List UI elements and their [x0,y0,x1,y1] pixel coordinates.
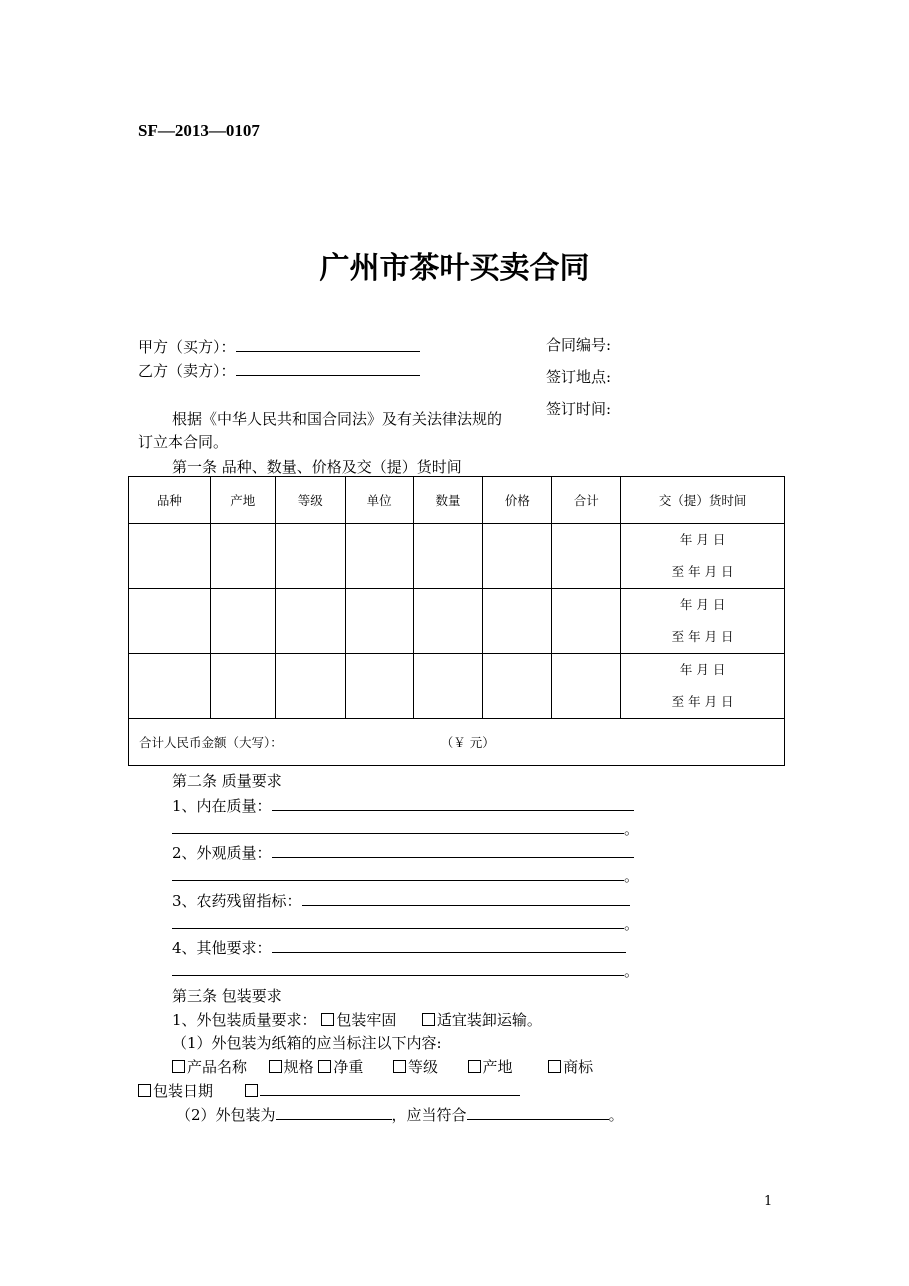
article-3-heading: 第三条 包装要求 [172,987,282,1005]
packaging-sub-1: （1）外包装为纸箱的应当标注以下内容: [172,1034,442,1052]
sign-time-label: 签订时间: [546,400,612,418]
cell-unit[interactable] [345,589,413,654]
quality-item-3 [172,890,630,911]
quality-item-4 [172,937,626,958]
cell-unit[interactable] [345,654,413,719]
end-mark: 。 [608,1106,624,1124]
header-delivery-time: 交（提）货时间 [621,477,785,524]
quality-item-label: 2、外观质量： [172,844,272,862]
cell-subtotal[interactable] [552,589,621,654]
checkbox[interactable] [422,1013,435,1026]
checkbox[interactable] [138,1084,151,1097]
cell-quantity[interactable] [413,524,483,589]
document-code: SF—2013—0107 [138,121,260,140]
header-grade: 等级 [275,477,345,524]
packaging-quality-label: 1、外包装质量要求： [172,1011,317,1029]
checkbox[interactable] [318,1060,331,1073]
checkbox[interactable] [172,1060,185,1073]
cell-subtotal[interactable] [552,654,621,719]
pack-date-line [138,1080,520,1101]
total-yuan: （￥ 元） [440,735,495,750]
intro-line-2: 订立本合同。 [138,433,229,451]
cell-variety[interactable] [129,589,211,654]
delivery-from: 年 月 日 [679,597,726,612]
cell-variety[interactable] [129,654,211,719]
article-2-heading: 第二条 质量要求 [172,772,282,790]
standard-blank[interactable] [467,1105,609,1120]
option-origin: 产地 [482,1058,513,1076]
total-amount-label: 合计人民币金额（大写）： [139,735,283,750]
packaging-sub-2 [176,1104,624,1125]
option-firm: 包装牢固 [336,1011,397,1029]
quality-item-2 [172,842,634,863]
quality-blank[interactable] [272,938,626,953]
delivery-to: 至 年 月 日 [671,564,734,579]
intro-line-1: 根据《中华人民共和国合同法》及有关法律法规的 [172,410,503,428]
header-origin: 产地 [210,477,275,524]
delivery-to: 至 年 月 日 [671,629,734,644]
cell-price[interactable] [483,589,552,654]
option-net-weight: 净重 [333,1058,364,1076]
cell-quantity[interactable] [413,654,483,719]
table-row [129,654,785,719]
buyer-blank[interactable] [236,337,420,352]
buyer-label: 甲方（买方）： [138,338,236,356]
label-options-line [172,1056,593,1077]
end-mark: 。 [624,867,640,885]
header-variety: 品种 [129,477,211,524]
option-trademark: 商标 [563,1058,594,1076]
header-price: 价格 [483,477,552,524]
seller-label: 乙方（卖方）： [138,362,236,380]
header-subtotal: 合计 [552,477,621,524]
quality-item-2-cont [172,865,639,886]
cell-delivery-time[interactable] [621,654,785,719]
cell-delivery-time[interactable] [621,524,785,589]
sign-place-label: 签订地点: [546,368,612,386]
other-blank[interactable] [260,1081,520,1096]
option-transport: 适宜装卸运输。 [436,1011,542,1029]
quality-item-label: 1、内在质量： [172,797,272,815]
delivery-from: 年 月 日 [679,532,726,547]
cell-price[interactable] [483,654,552,719]
sub2-label-a: （2）外包装为 [176,1106,276,1124]
cell-origin[interactable] [210,654,275,719]
end-mark: 。 [624,962,640,980]
quality-item-label: 4、其他要求： [172,939,272,957]
cell-grade[interactable] [275,589,345,654]
end-mark: 。 [624,915,640,933]
header-unit: 单位 [345,477,413,524]
quality-blank[interactable] [172,914,624,929]
option-spec: 规格 [283,1058,314,1076]
cell-price[interactable] [483,524,552,589]
quality-blank[interactable] [272,796,634,811]
checkbox[interactable] [269,1060,282,1073]
table-header-row [129,477,785,524]
cell-quantity[interactable] [413,589,483,654]
contract-no-label: 合同编号: [546,336,612,354]
page-number: 1 [764,1194,773,1209]
total-amount-cell[interactable] [129,719,785,766]
delivery-from: 年 月 日 [679,662,726,677]
cell-subtotal[interactable] [552,524,621,589]
seller-line [138,360,420,381]
checkbox[interactable] [245,1084,258,1097]
cell-variety[interactable] [129,524,211,589]
quality-blank[interactable] [172,866,624,881]
quality-item-4-cont [172,960,639,981]
packaging-quality-line [172,1009,542,1030]
quality-blank[interactable] [172,819,624,834]
header-quantity: 数量 [413,477,483,524]
article-1-heading: 第一条 品种、数量、价格及交（提）货时间 [172,458,462,476]
buyer-line [138,336,420,357]
table-row [129,589,785,654]
cell-grade[interactable] [275,654,345,719]
option-grade: 等级 [407,1058,438,1076]
cell-unit[interactable] [345,524,413,589]
option-pack-date: 包装日期 [153,1082,214,1100]
table-total-row [129,719,785,766]
seller-blank[interactable] [236,361,420,376]
packaging-type-blank[interactable] [276,1105,392,1120]
contract-title: 广州市茶叶买卖合同 [319,251,590,286]
quality-item-label: 3、农药残留指标： [172,892,302,910]
option-product-name: 产品名称 [187,1058,248,1076]
quality-item-1-cont [172,818,639,839]
checkbox[interactable] [548,1060,561,1073]
cell-grade[interactable] [275,524,345,589]
cell-origin[interactable] [210,589,275,654]
table-row [129,524,785,589]
checkbox[interactable] [321,1013,334,1026]
quality-blank[interactable] [172,961,624,976]
end-mark: 。 [624,820,640,838]
checkbox[interactable] [393,1060,406,1073]
goods-table [128,476,785,766]
delivery-to: 至 年 月 日 [671,694,734,709]
cell-delivery-time[interactable] [621,589,785,654]
quality-blank[interactable] [272,843,634,858]
quality-item-3-cont [172,913,639,934]
quality-blank[interactable] [302,891,630,906]
quality-item-1 [172,795,634,816]
sub2-label-b: ，应当符合 [391,1106,467,1124]
checkbox[interactable] [468,1060,481,1073]
cell-origin[interactable] [210,524,275,589]
